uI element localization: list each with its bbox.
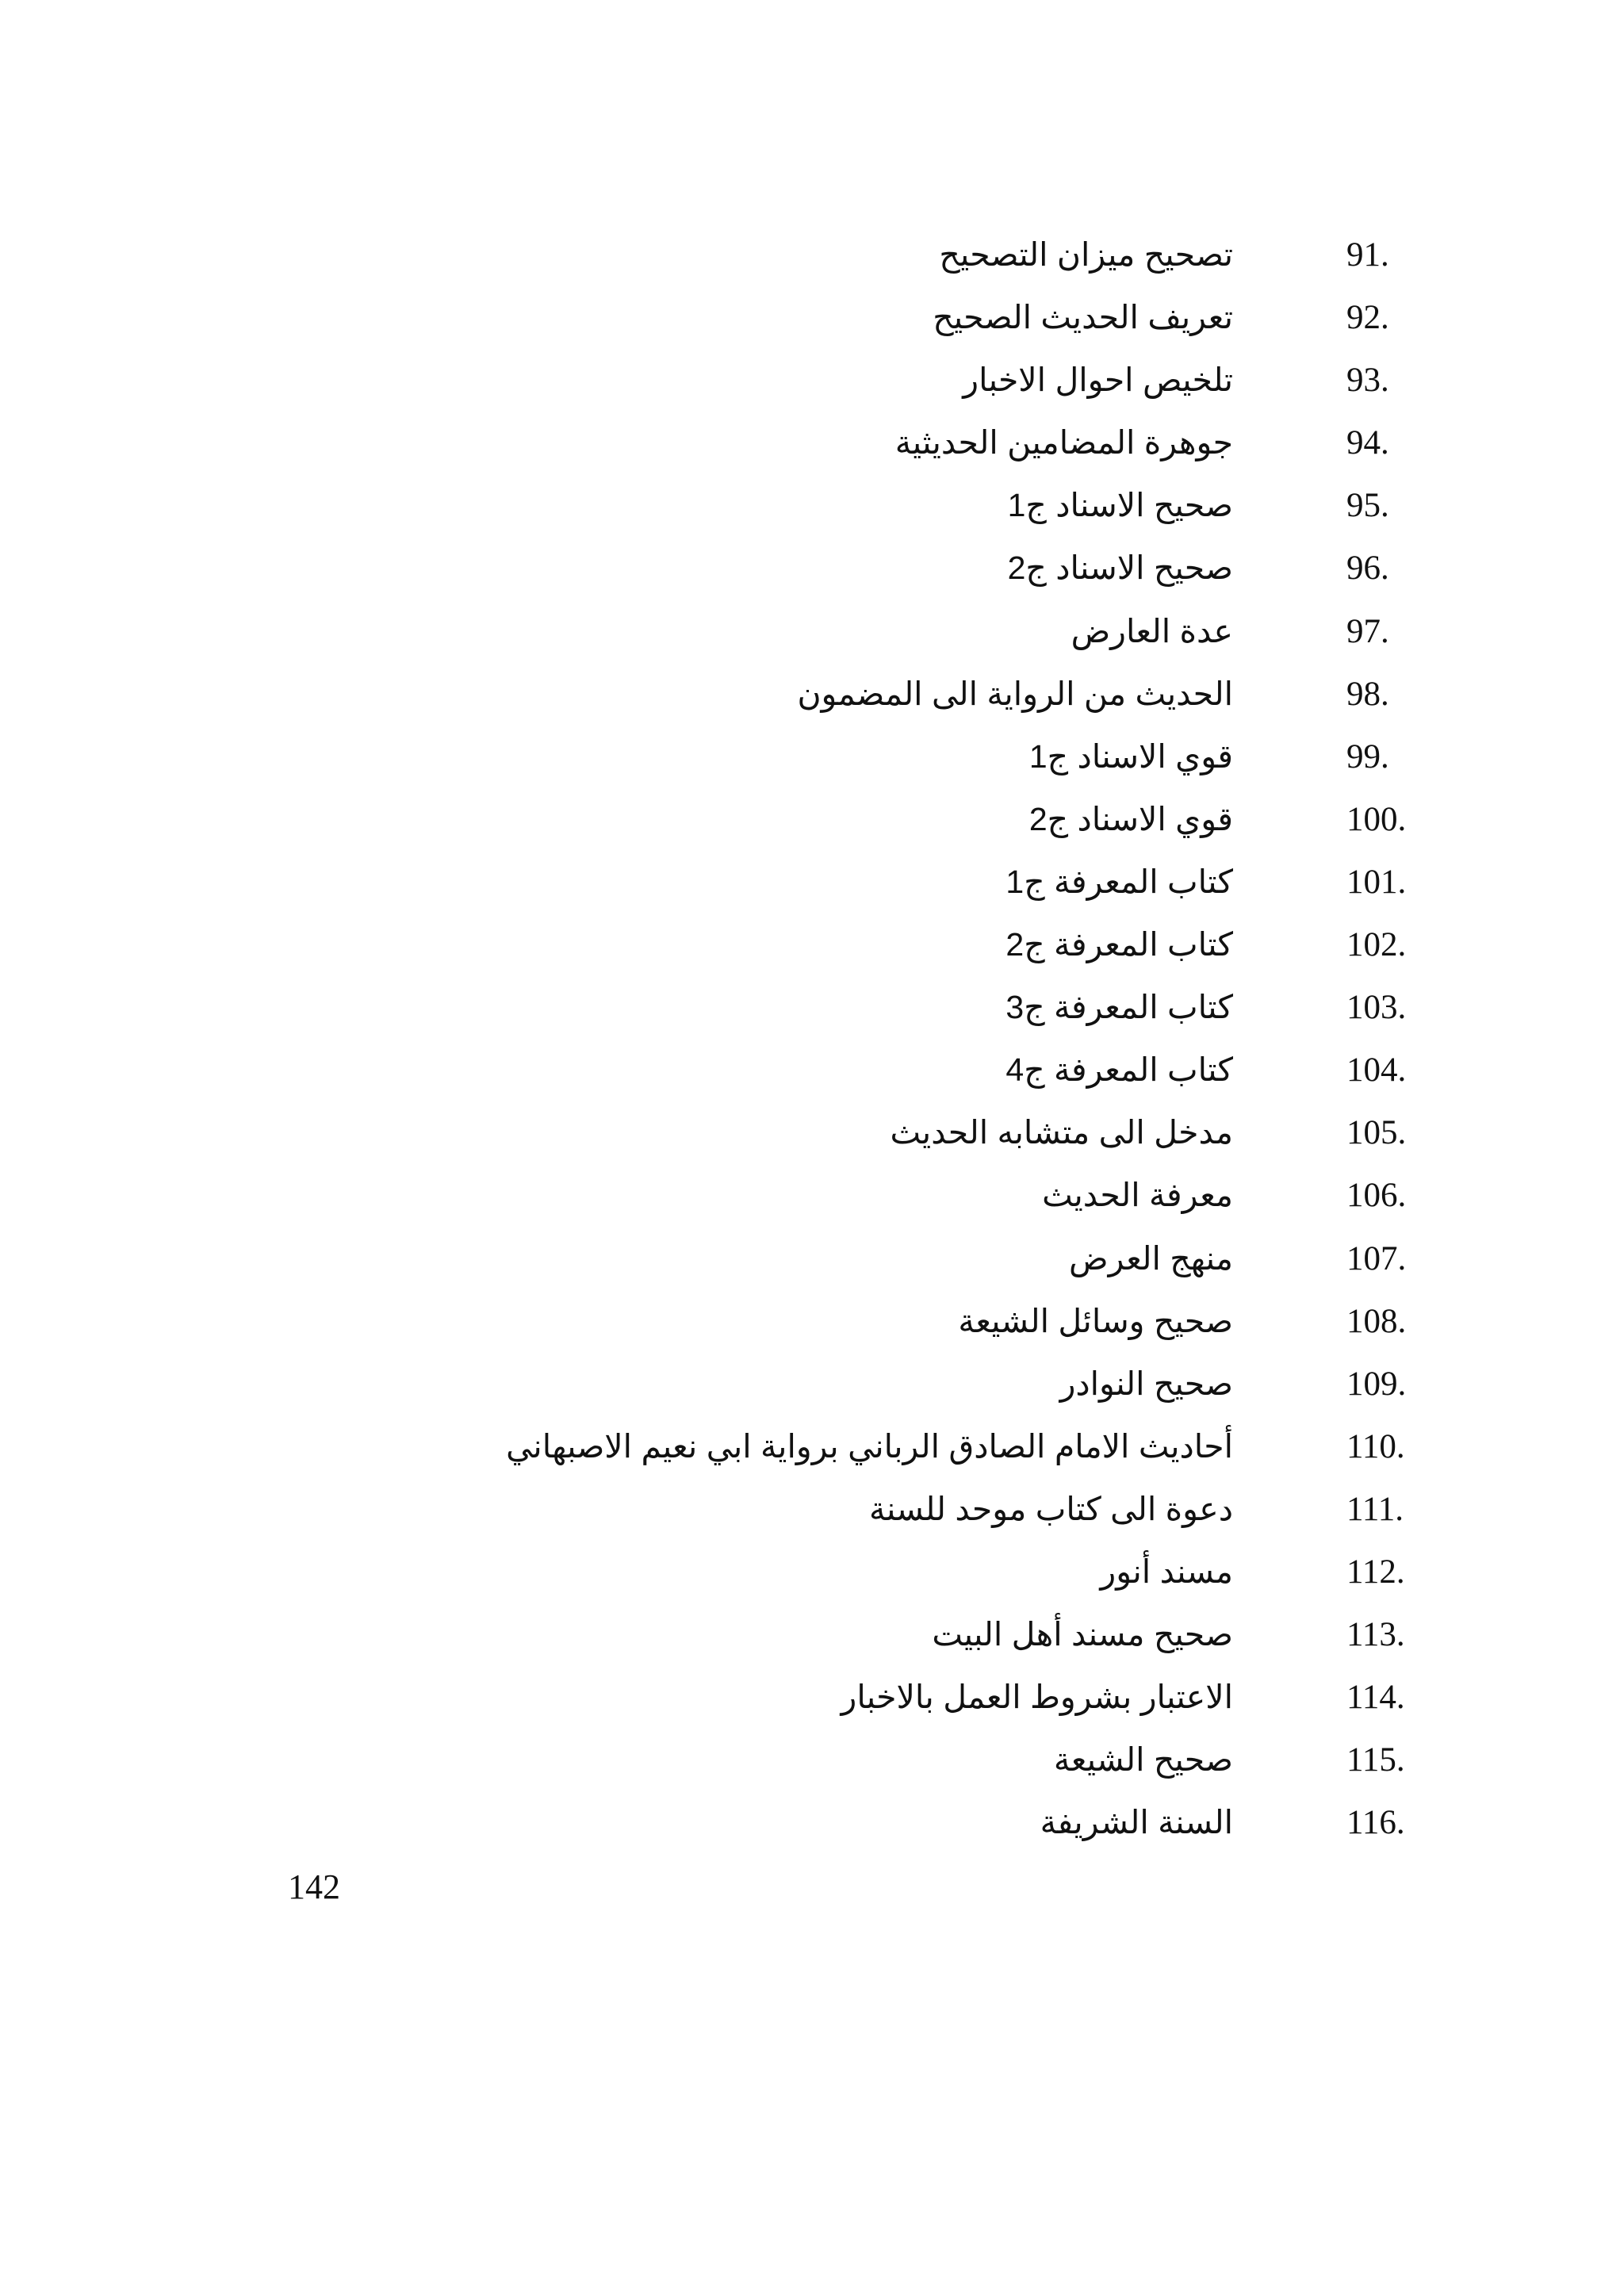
item-number: 113.	[1346, 1616, 1405, 1654]
item-number: 109.	[1346, 1365, 1407, 1403]
item-number: 98.	[1346, 675, 1389, 713]
item-title: مسند أنور	[1100, 1553, 1233, 1590]
item-number: 104.	[1346, 1051, 1407, 1090]
item-title: قوي الاسناد ج2	[1028, 800, 1233, 837]
list-item	[0, 1666, 1624, 1729]
book-list	[0, 224, 1624, 1854]
page-number: 142	[288, 1867, 340, 1906]
item-title: مدخل الى متشابه الحديث	[890, 1114, 1233, 1151]
item-number: 108.	[1346, 1302, 1407, 1340]
item-title: معرفة الحديث	[1042, 1177, 1233, 1214]
item-number: 92.	[1346, 299, 1389, 337]
item-title: صحيح الاسناد ج1	[1007, 487, 1233, 524]
item-title: صحيح النوادر	[1059, 1365, 1233, 1402]
item-number: 115.	[1346, 1741, 1405, 1779]
item-title: تصحيح ميزان التصحيح	[939, 236, 1233, 273]
list-item	[0, 726, 1624, 788]
item-number: 96.	[1346, 550, 1389, 588]
item-title: صحيح الاسناد ج2	[1007, 550, 1233, 587]
list-item	[0, 788, 1624, 851]
item-number: 95.	[1346, 487, 1389, 525]
item-title: كتاب المعرفة ج4	[1005, 1051, 1233, 1089]
list-item	[0, 1415, 1624, 1478]
item-number: 110.	[1346, 1427, 1405, 1465]
item-title: صحيح الشيعة	[1053, 1741, 1233, 1779]
list-item	[0, 1227, 1624, 1290]
item-number: 103.	[1346, 989, 1407, 1027]
item-title: صحيح مسند أهل البيت	[932, 1616, 1233, 1653]
item-number: 94.	[1346, 424, 1389, 462]
list-item	[0, 913, 1624, 976]
list-item	[0, 1039, 1624, 1101]
list-item	[0, 1541, 1624, 1603]
list-item	[0, 1603, 1624, 1666]
list-item	[0, 412, 1624, 474]
list-item	[0, 600, 1624, 663]
item-title: كتاب المعرفة ج2	[1005, 926, 1233, 963]
item-title: أحاديث الامام الصادق الرباني برواية ابي نعيم الاصبهاني	[506, 1427, 1233, 1465]
item-number: 100.	[1346, 800, 1407, 838]
item-number: 107.	[1346, 1239, 1407, 1277]
list-item	[0, 1791, 1624, 1854]
list-item	[0, 976, 1624, 1039]
item-number: 114.	[1346, 1679, 1405, 1717]
item-number: 111.	[1346, 1490, 1404, 1528]
list-item	[0, 851, 1624, 913]
item-title: جوهرة المضامين الحديثية	[894, 424, 1233, 461]
item-number: 106.	[1346, 1177, 1407, 1215]
item-title: قوي الاسناد ج1	[1028, 737, 1233, 775]
list-item	[0, 1101, 1624, 1164]
item-number: 105.	[1346, 1114, 1407, 1152]
item-title: السنة الشريفة	[1040, 1804, 1233, 1841]
item-number: 97.	[1346, 612, 1389, 650]
item-title: تعريف الحديث الصحيح	[933, 299, 1233, 336]
list-item	[0, 224, 1624, 286]
list-item	[0, 537, 1624, 599]
list-item	[0, 663, 1624, 726]
item-number: 91.	[1346, 236, 1389, 274]
item-title: الحديث من الرواية الى المضمون	[797, 675, 1233, 712]
item-title: منهج العرض	[1069, 1239, 1233, 1277]
item-number: 101.	[1346, 863, 1407, 901]
list-item	[0, 1729, 1624, 1791]
list-item	[0, 1478, 1624, 1541]
item-number: 99.	[1346, 737, 1389, 776]
item-number: 116.	[1346, 1804, 1405, 1842]
item-title: تلخيص احوال الاخبار	[963, 362, 1233, 399]
item-title: دعوة الى كتاب موحد للسنة	[869, 1490, 1233, 1527]
item-title: صحيح وسائل الشيعة	[958, 1302, 1233, 1339]
list-item	[0, 349, 1624, 412]
item-title: كتاب المعرفة ج3	[1005, 989, 1233, 1026]
list-item	[0, 1164, 1624, 1227]
list-item	[0, 286, 1624, 349]
item-number: 102.	[1346, 926, 1407, 964]
list-item	[0, 1353, 1624, 1415]
item-title: كتاب المعرفة ج1	[1005, 863, 1233, 900]
item-title: الاعتبار بشروط العمل بالاخبار	[841, 1679, 1233, 1716]
item-number: 112.	[1346, 1553, 1405, 1591]
item-number: 93.	[1346, 362, 1389, 400]
list-item	[0, 1290, 1624, 1353]
list-item	[0, 474, 1624, 537]
item-title: عدة العارض	[1071, 612, 1233, 649]
